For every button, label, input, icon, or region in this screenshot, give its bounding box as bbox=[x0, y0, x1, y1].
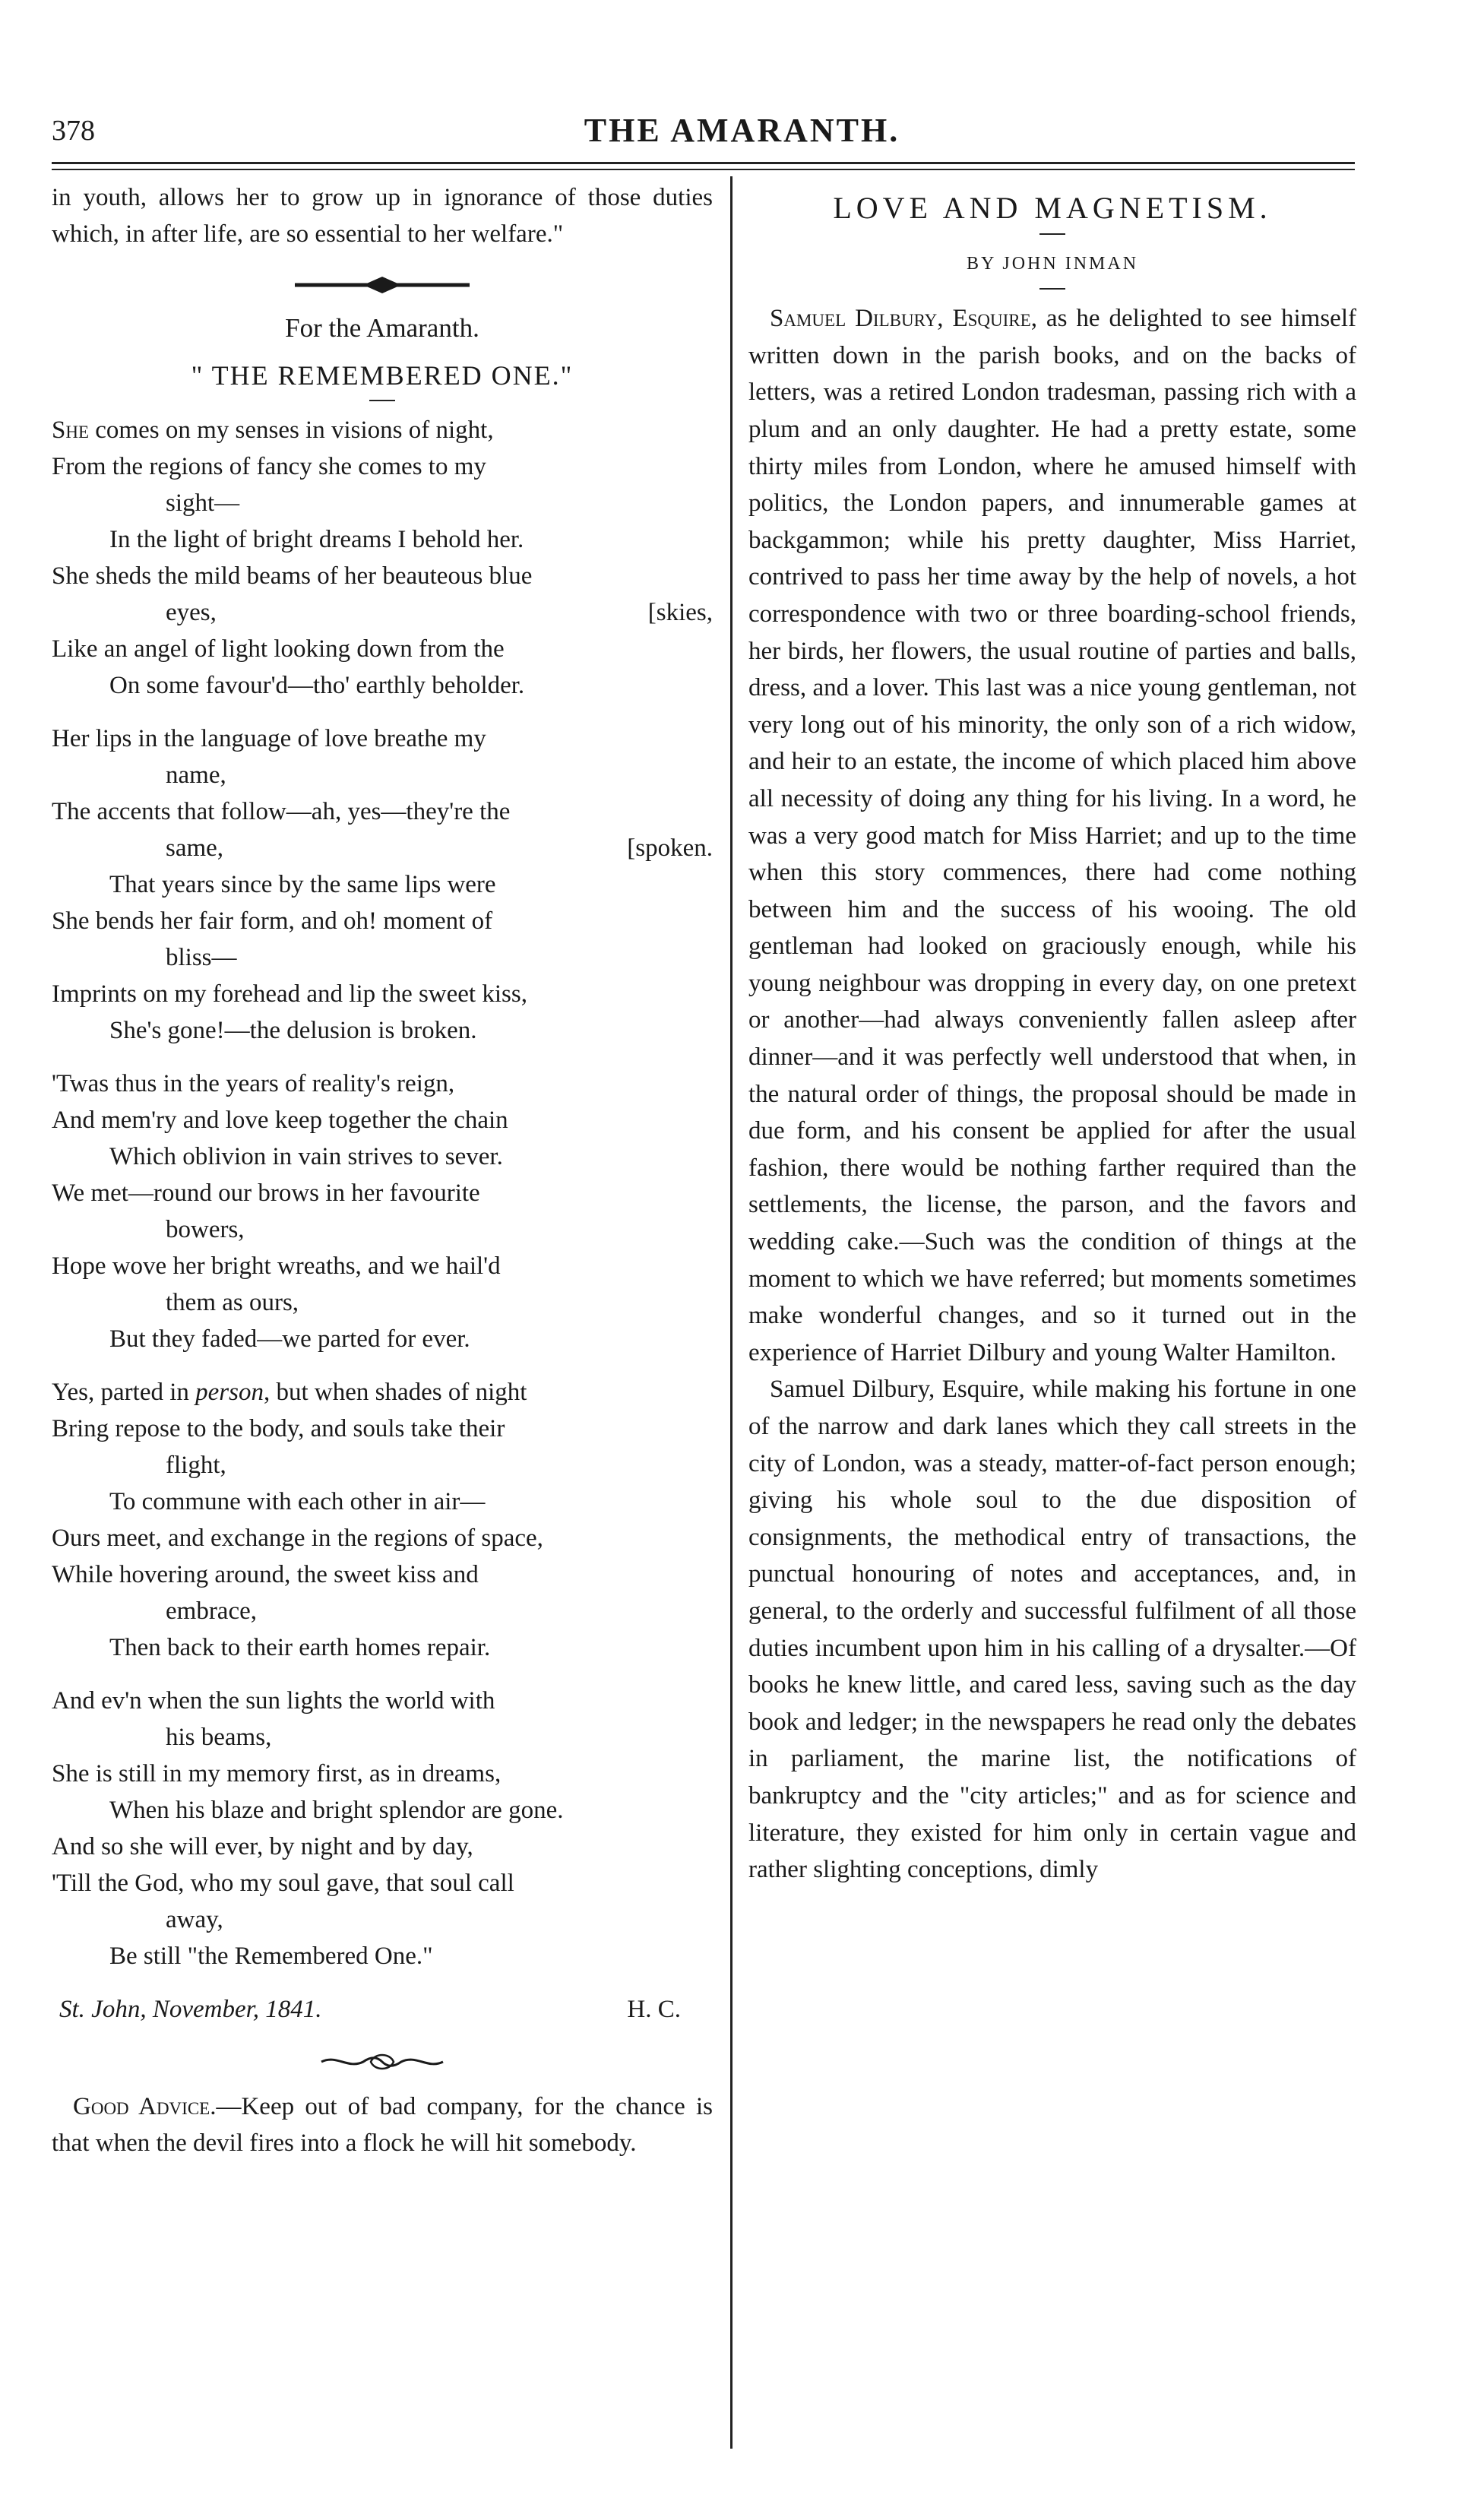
poem-stanza-3 bbox=[52, 1065, 713, 1357]
poem-line: She is still in my memory first, as in dreams, bbox=[52, 1760, 502, 1787]
poem-line: She bends her fair form, and oh! moment of bbox=[52, 907, 493, 935]
poem-line: Her lips in the language of love breathe my bbox=[52, 725, 486, 752]
signature-initials: H. C. bbox=[627, 1996, 681, 2023]
poem-line: Ours meet, and exchange in the regions of space, bbox=[52, 1525, 543, 1552]
poem-line: The accents that follow—ah, yes—they're the bbox=[52, 798, 511, 825]
poem-signature bbox=[52, 1991, 713, 2028]
poem-source-line: For the Amaranth. bbox=[285, 313, 479, 343]
poem-line: We met—round our brows in her favourite bbox=[52, 1179, 480, 1207]
right-column bbox=[748, 179, 1356, 1889]
poem-stanza-5 bbox=[52, 1683, 713, 1974]
poem-line: name, bbox=[166, 761, 226, 789]
article-paragraph: Samuel Dilbury, Esquire, while making his fortune in one of the narrow and dark lanes which they call streets in the city of London, was a steady, matter-of-fact person enough; giving his whole soul to the due disposition of consignments, the methodical entry of transactions, the punctual honouring of notes and acceptances, and, in general, to the orderly and successful fulfilment of all those duties incumbent upon him in his calling of a drysalter.—Of books he knew little, and cared less, saving such as the day book and ledger; in the newspapers he read only the debates in parliament, the marine list, the notifications of bankruptcy and the "city articles;" and as for science and literature, they existed for him only in certain vague and rather slighting conceptions, dimly bbox=[748, 1376, 1356, 1884]
poem-line: Imprints on my forehead and lip the sweet kiss, bbox=[52, 980, 527, 1008]
poem-line: And ev'n when the sun lights the world with bbox=[52, 1687, 495, 1715]
poem-line: his beams, bbox=[166, 1724, 272, 1751]
running-title: THE AMARANTH. bbox=[584, 112, 900, 149]
poem-line: Hope wove her bright wreaths, and we hail'd bbox=[52, 1252, 501, 1280]
article-title: LOVE AND MAGNETISM. bbox=[833, 191, 1272, 225]
poem-line: them as ours, bbox=[166, 1289, 299, 1316]
poem-line: Be still "the Remembered One." bbox=[109, 1942, 433, 1970]
poem-line: She's gone!—the delusion is broken. bbox=[109, 1017, 477, 1044]
poem-stanza-2 bbox=[52, 720, 713, 1049]
poem-line: Bring repose to the body, and souls take their bbox=[52, 1415, 505, 1442]
drop-word: She bbox=[52, 416, 90, 444]
continuation-text: in youth, allows her to grow up in ignorance of those duties which, in after life, are so essential to her welfare." bbox=[52, 184, 713, 248]
poem-line: embrace, bbox=[166, 1597, 257, 1625]
poem-line: From the regions of fancy she comes to my bbox=[52, 453, 486, 480]
poem-line: comes on my senses in visions of night, bbox=[89, 416, 494, 444]
poem-line: Yes, parted in person, but when shades of night bbox=[52, 1379, 527, 1406]
column-divider bbox=[730, 176, 733, 2449]
article-body bbox=[748, 300, 1356, 1889]
poem-line: sight— bbox=[166, 489, 240, 517]
poem-line: flight, bbox=[166, 1452, 226, 1479]
good-advice-text: —Keep out of bad company, for the chance is that when the devil fires into a flock he will hit somebody. bbox=[52, 2093, 713, 2157]
poem-line: 'Till the God, who my soul gave, that soul call bbox=[52, 1870, 514, 1897]
poem-line: To commune with each other in air— bbox=[109, 1488, 486, 1515]
poem-line: In the light of bright dreams I behold her. bbox=[109, 526, 524, 553]
byline-rule bbox=[1039, 288, 1065, 290]
poem-line: And mem'ry and love keep together the chain bbox=[52, 1107, 508, 1134]
poem-line: That years since by the same lips were bbox=[109, 871, 496, 898]
poem-line: bowers, bbox=[166, 1216, 245, 1243]
article-lead-name: Samuel Dilbury, Esquire, bbox=[770, 305, 1037, 333]
good-advice-paragraph bbox=[52, 2088, 713, 2161]
poem-line: But they faded—we parted for ever. bbox=[109, 1325, 470, 1353]
article-paragraph-text: as he delighted to see himself written down in the parish books, and on the backs of letters, was a retired London tradesman, passing rich with a plum and an only daughter. He had a pretty estate, some thirty miles from London, where he amused himself with politics, the London papers, and innumerable games at backgammon; while his pretty daughter, Miss Harriet, contrived to pass her time away by the help of novels, a hot correspondence with two or three boarding-school friends, her birds, her flowers, the usual routine of parties and balls, dress, and a lover. This last was a nice young gentleman, not very long out of his minority, the only son of a rich widow, and heir to an estate, the income of which placed him above all necessity of doing any thing for his living. In a word, he was a very good match for Miss Harriet; and up to the time when this story commences, there had come nothing between him and the success of his wooing. The old gentleman had looked on graciously enough, while his young neighbour was dropping in every day, on one pretext or another—had always conveniently fallen asleep after dinner—and it was perfectly well understood that when, in the natural order of things, the proposal should be made in due form, and his consent be applied for after the usual fashion, there would be nothing farther required than the settlements, the license, the parson, and the favors and wedding cake.—Such was the condition of things at the moment to which we have referred; but moments sometimes make wonderful changes, and so it turned out in the experience of Harriet Dilbury and young Walter Hamilton. bbox=[748, 305, 1356, 1366]
poem-line: Which oblivion in vain strives to sever. bbox=[109, 1143, 503, 1170]
poem-line: away, bbox=[166, 1906, 223, 1933]
poem-line: 'Twas thus in the years of reality's reign, bbox=[52, 1070, 455, 1097]
poem-line: When his blaze and bright splendor are gone. bbox=[109, 1797, 564, 1824]
poem-line: Like an angel of light looking down from the bbox=[52, 635, 505, 663]
header-rule bbox=[52, 162, 1355, 164]
left-column bbox=[52, 179, 713, 2161]
page-number: 378 bbox=[52, 115, 95, 147]
poem-title: " THE REMEMBERED ONE." bbox=[191, 360, 574, 391]
poem-line: bliss— bbox=[166, 944, 237, 971]
poem-stanza-4 bbox=[52, 1374, 713, 1666]
poem-line: same, [spoken. bbox=[166, 834, 713, 862]
signature-place-date: St. John, November, 1841. bbox=[59, 1996, 322, 2023]
flourish-ornament bbox=[318, 2050, 447, 2073]
good-advice-heading: Good Advice. bbox=[73, 2093, 217, 2120]
poem-stanza-1 bbox=[52, 412, 713, 704]
poem-line: eyes, [skies, bbox=[166, 599, 713, 626]
title-rule bbox=[369, 400, 395, 401]
poem-line: Then back to their earth homes repair. bbox=[109, 1634, 491, 1661]
poem-line: On some favour'd—tho' earthly beholder. bbox=[109, 672, 525, 699]
poem-line: And so she will ever, by night and by day, bbox=[52, 1833, 473, 1860]
diamond-ornament bbox=[295, 275, 470, 295]
article-byline: BY JOHN INMAN bbox=[966, 253, 1139, 274]
header-rule-thin bbox=[52, 169, 1355, 170]
title-rule bbox=[1039, 233, 1065, 235]
article-paragraph bbox=[748, 300, 1356, 1371]
poem-line: She sheds the mild beams of her beauteous blue bbox=[52, 562, 533, 590]
poem-line: While hovering around, the sweet kiss and bbox=[52, 1561, 479, 1588]
